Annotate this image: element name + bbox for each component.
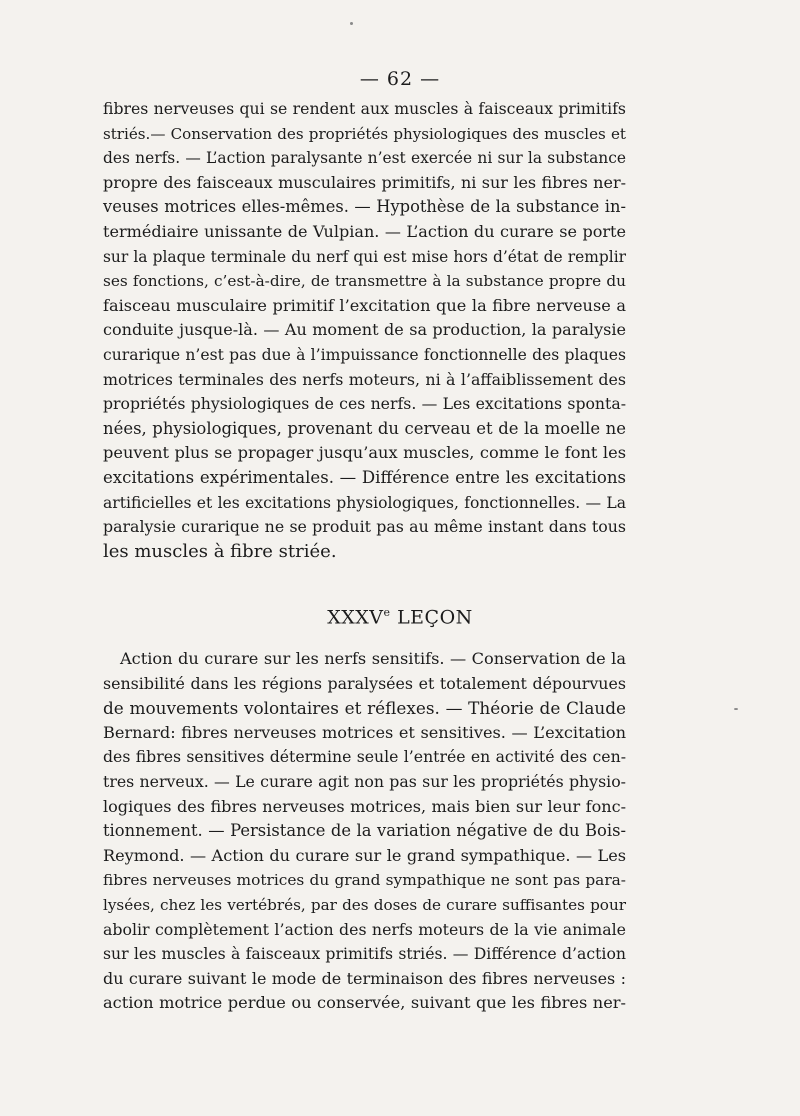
text-line: abolir complètement l’action des nerfs moteurs de la vie animale (103, 919, 626, 939)
text-line: propriétés physiologiques de ces nerfs. — Les excitations sponta- (103, 394, 626, 414)
text-line: fibres nerveuses motrices du grand sympathique ne sont pas para- (103, 871, 626, 890)
text-line: action motrice perdue ou conservée, suivant que les fibres ner- (103, 993, 626, 1013)
text-line: des nerfs. — L’action paralysante n’est exercée ni sur la substance (103, 149, 626, 168)
text-line: des fibres sensitives détermine seule l’entrée en activité des cen- (103, 747, 626, 767)
text-line: motrices terminales des nerfs moteurs, ni à l’affaiblissement des (103, 369, 626, 389)
text-line: fibres nerveuses qui se rendent aux muscles à faisceaux primitifs (103, 99, 626, 118)
lesson-word: LEÇON (397, 606, 473, 629)
text-line: ses fonctions, c’est-à-dire, de transmettre à la substance propre du (103, 272, 626, 291)
page-number: — 62 — (359, 68, 441, 90)
paper-speck (350, 22, 353, 25)
text-line: faisceau musculaire primitif l’excitation que la fibre nerveuse a (103, 295, 626, 315)
text-line: sur la plaque terminale du nerf qui est mise hors d’état de remplir (103, 247, 626, 266)
lesson-number-superscript: e (383, 606, 391, 619)
text-line: propre des faisceaux musculaires primitifs, ni sur les fibres ner- (103, 172, 626, 192)
summary-paragraph-continued (103, 97, 626, 564)
text-line: conduite jusque-là. — Au moment de sa production, la paralysie (103, 320, 626, 340)
text-line: lysées, chez les vertébrés, par des doses de curare suffisantes pour (103, 895, 626, 914)
paper-speck (734, 708, 738, 710)
text-line: de mouvements volontaires et réflexes. — Théorie de Claude (103, 698, 626, 719)
text-line: artificielles et les excitations physiologiques, fonctionnelles. — La (103, 493, 626, 512)
text-line: veuses motrices elles-mêmes. — Hypothèse de la substance in- (103, 197, 626, 217)
text-line: logiques des fibres nerveuses motrices, mais bien sur leur fonc- (103, 796, 626, 816)
text-line: du curare suivant le mode de terminaison des fibres nerveuses : (103, 968, 626, 988)
text-line: Bernard: fibres nerveuses motrices et sensitives. — L’excitation (103, 722, 626, 742)
text-line: Reymond. — Action du curare sur le grand sympathique. — Les (103, 845, 626, 865)
text-line: Action du curare sur les nerfs sensitifs. — Conservation de la (120, 649, 626, 668)
text-line: sur les muscles à faisceaux primitifs striés. — Différence d’action (103, 944, 626, 964)
text-line: les muscles à fibre striée. (103, 540, 337, 562)
text-line: tres nerveux. — Le curare agit non pas sur les propriétés physio- (103, 771, 626, 791)
lesson-number: XXXV (327, 606, 384, 629)
lesson-heading (0, 606, 800, 628)
text-line: curarique n’est pas due à l’impuissance fonctionnelle des plaques (103, 345, 626, 364)
text-line: excitations expérimentales. — Différence entre les excitations (103, 467, 626, 487)
text-line: sensibilité dans les régions paralysées et totalement dépourvues (103, 673, 626, 693)
lesson-summary-paragraph (103, 647, 626, 1016)
text-line: paralysie curarique ne se produit pas au même instant dans tous (103, 517, 626, 537)
text-line: nées, physiologiques, provenant du cerveau et de la moelle ne (103, 418, 626, 438)
text-line: striés.— Conservation des propriétés physiologiques des muscles et (103, 124, 626, 143)
text-line: tionnement. — Persistance de la variation négative de du Bois- (103, 821, 626, 841)
text-line: termédiaire unissante de Vulpian. — L’action du curare se porte (103, 221, 626, 241)
text-line: peuvent plus se propager jusqu’aux muscles, comme le font les (103, 443, 626, 463)
